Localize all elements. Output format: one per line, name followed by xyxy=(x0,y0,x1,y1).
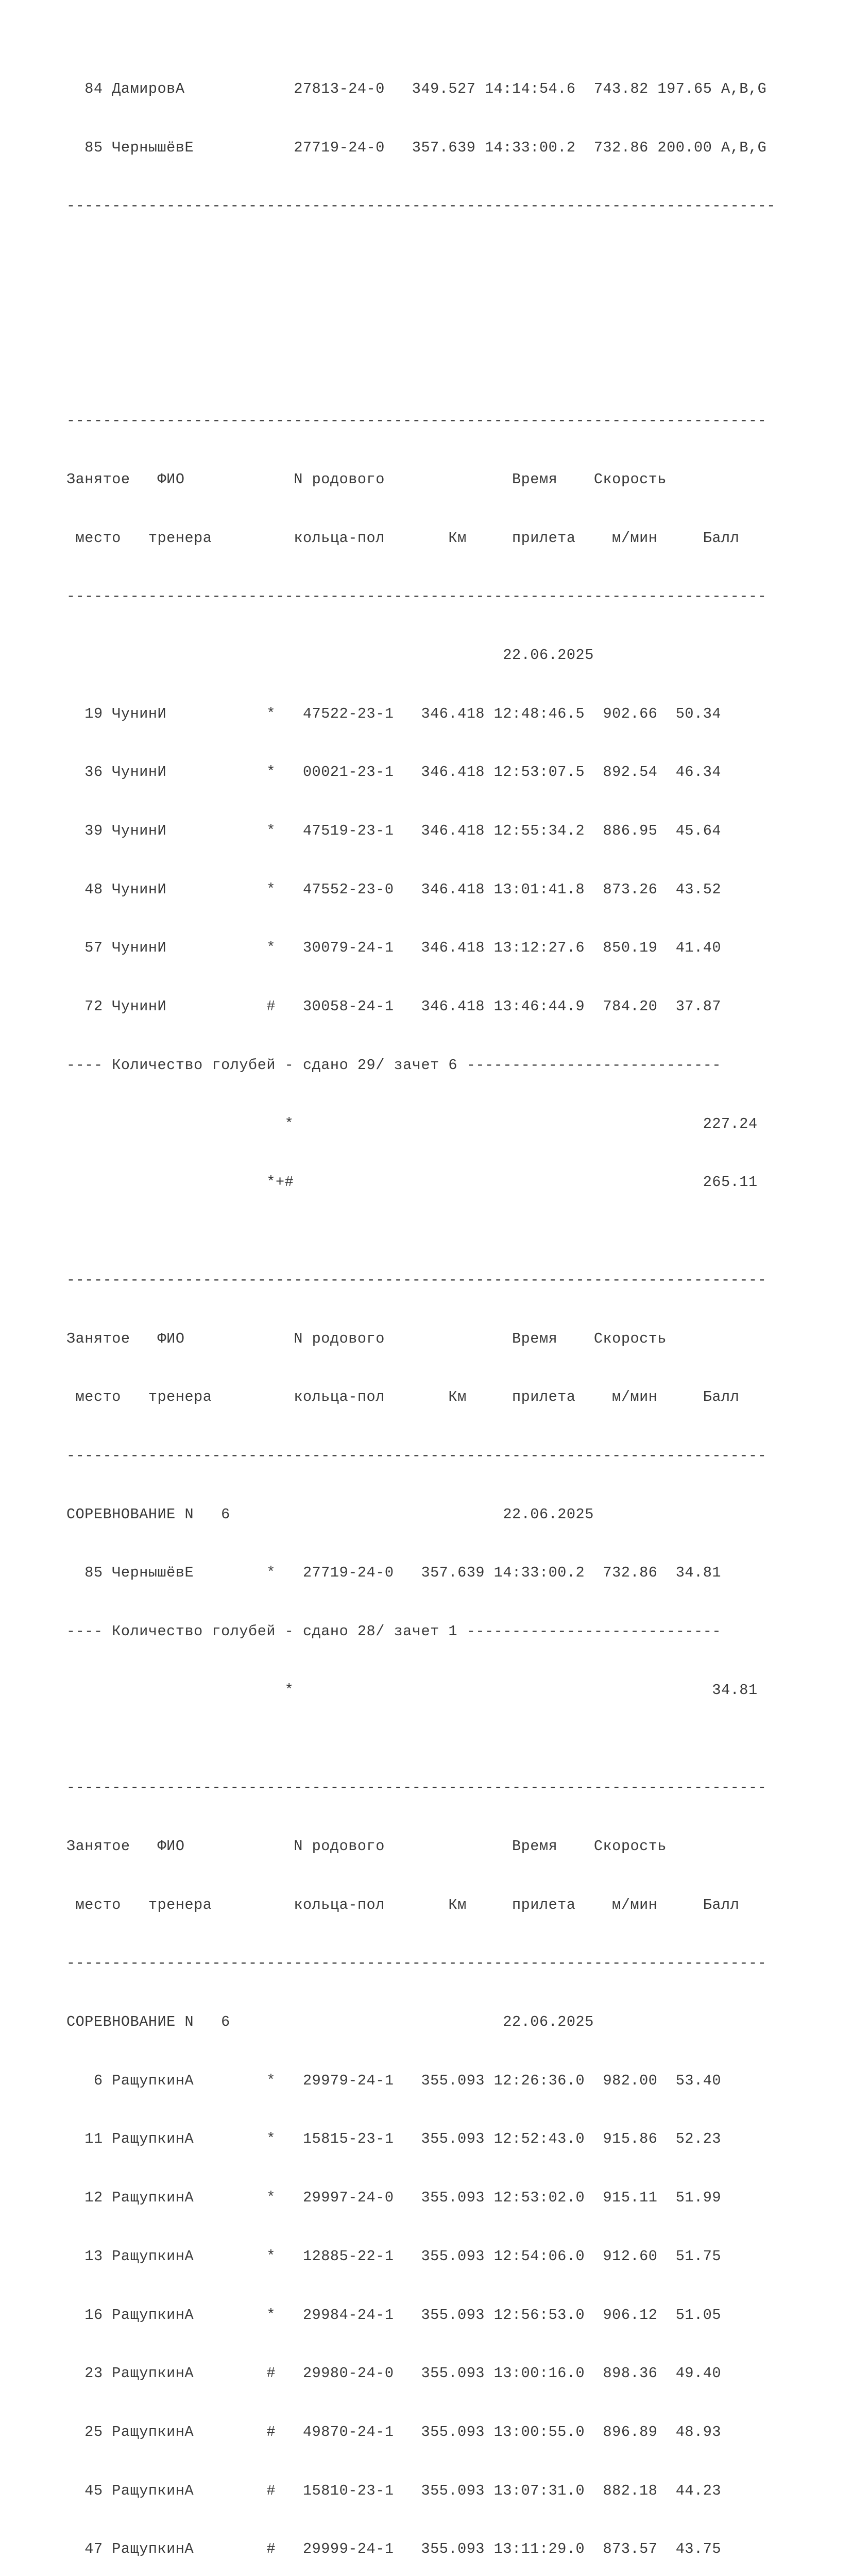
result-row: 23 РащупкинА # 29980-24-0 355.093 13:00:16.0 898.36 49.40 xyxy=(66,2365,721,2382)
summary-line: ---- Количество голубей - сдано 28/ зачет 1 ---------------------------- xyxy=(66,1623,721,1640)
result-row: 11 РащупкинА * 15815-23-1 355.093 12:52:43.0 915.86 52.23 xyxy=(66,2130,721,2148)
result-row: 39 ЧунинИ * 47519-23-1 346.418 12:55:34.2 886.95 45.64 xyxy=(66,822,721,840)
total-line: * 227.24 xyxy=(66,1115,758,1132)
result-row: 45 РащупкинА # 15810-23-1 355.093 13:07:31.0 882.18 44.23 xyxy=(66,2482,721,2499)
divider: ----------------------------------------------------------------------------- xyxy=(66,1271,767,1289)
divider: ------------------------------------------------------------------------------ xyxy=(66,197,776,215)
result-row: 57 ЧунинИ * 30079-24-1 346.418 13:12:27.6 850.19 41.40 xyxy=(66,939,721,957)
table-header-line-2: место тренера кольца-пол Км прилета м/мин Балл xyxy=(66,1388,740,1406)
report-page xyxy=(66,40,776,2576)
result-row: 85 ЧернышёвЕ * 27719-24-0 357.639 14:33:00.2 732.86 34.81 xyxy=(66,1564,721,1582)
result-row: 19 ЧунинИ * 47522-23-1 346.418 12:48:46.5 902.66 50.34 xyxy=(66,705,721,722)
total-line: *+# 265.11 xyxy=(66,1174,758,1191)
table-header-line-2: место тренера кольца-пол Км прилета м/мин Балл xyxy=(66,529,740,547)
divider: ----------------------------------------------------------------------------- xyxy=(66,588,767,605)
result-row: 85 ЧернышёвЕ 27719-24-0 357.639 14:33:00.2 732.86 200.00 A,B,G xyxy=(66,139,767,156)
divider: ----------------------------------------------------------------------------- xyxy=(66,1955,767,1972)
table-header-line-1: Занятое ФИО N родового Время Скорость xyxy=(66,470,667,488)
result-row: 16 РащупкинА * 29984-24-1 355.093 12:56:53.0 906.12 51.05 xyxy=(66,2306,721,2324)
divider: ----------------------------------------------------------------------------- xyxy=(66,412,767,430)
result-row: 25 РащупкинА # 49870-24-1 355.093 13:00:55.0 896.89 48.93 xyxy=(66,2423,721,2441)
divider: ----------------------------------------------------------------------------- xyxy=(66,1779,767,1797)
spacer xyxy=(66,255,776,275)
result-row: 13 РащупкинА * 12885-22-1 355.093 12:54:06.0 912.60 51.75 xyxy=(66,2247,721,2265)
table-header-line-2: место тренера кольца-пол Км прилета м/мин Балл xyxy=(66,1896,740,1913)
table-header-line-1: Занятое ФИО N родового Время Скорость xyxy=(66,1330,667,1347)
total-line: * 34.81 xyxy=(66,1681,758,1699)
result-row: 84 ДамировА 27813-24-0 349.527 14:14:54.6 743.82 197.65 A,B,G xyxy=(66,80,767,97)
result-row: 47 РащупкинА # 29999-24-1 355.093 13:11:29.0 873.57 43.75 xyxy=(66,2540,721,2558)
competition-title: 22.06.2025 xyxy=(66,646,594,664)
result-row: 6 РащупкинА * 29979-24-1 355.093 12:26:36.0 982.00 53.40 xyxy=(66,2072,721,2089)
spacer xyxy=(66,314,776,333)
divider: ----------------------------------------------------------------------------- xyxy=(66,1447,767,1464)
competition-title: СОРЕВНОВАНИЕ N 6 22.06.2025 xyxy=(66,2013,594,2031)
result-row: 12 РащупкинА * 29997-24-0 355.093 12:53:02.0 915.11 51.99 xyxy=(66,2189,721,2207)
result-row: 36 ЧунинИ * 00021-23-1 346.418 12:53:07.5 892.54 46.34 xyxy=(66,764,721,781)
competition-title: СОРЕВНОВАНИЕ N 6 22.06.2025 xyxy=(66,1505,594,1523)
result-row: 72 ЧунинИ # 30058-24-1 346.418 13:46:44.9 784.20 37.87 xyxy=(66,998,721,1015)
result-row: 48 ЧунинИ * 47552-23-0 346.418 13:01:41.8 873.26 43.52 xyxy=(66,880,721,898)
table-header-line-1: Занятое ФИО N родового Время Скорость xyxy=(66,1837,667,1855)
summary-line: ---- Количество голубей - сдано 29/ зачет 6 ---------------------------- xyxy=(66,1056,721,1074)
